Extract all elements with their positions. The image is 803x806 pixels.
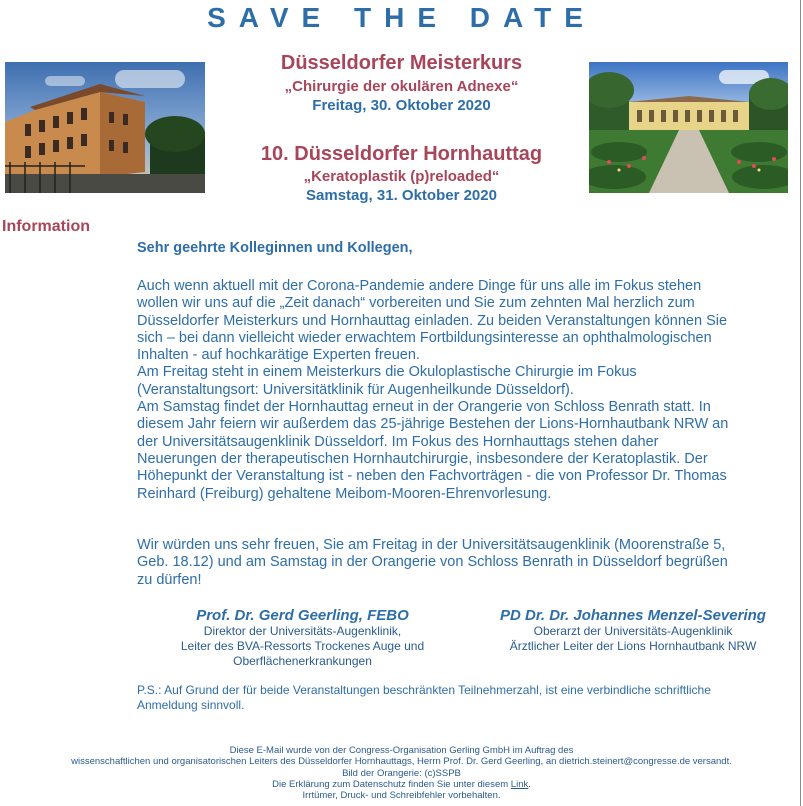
signature-name: Prof. Dr. Gerd Geerling, FEBO [196, 607, 409, 624]
paragraph-line: Neuerungen der therapeutischen Hornhautchirurgie, insbesondere der Keratoplastik. Der [137, 450, 708, 467]
privacy-link[interactable]: Link [510, 778, 529, 790]
paragraph-line: zu dürfen! [137, 571, 202, 588]
paragraph-line: der Universitätsaugenklinik Düsseldorf. Im Fokus des Hornhauttags stehen daher [137, 433, 659, 450]
footer-line: Diese E-Mail wurde von der Congress-Organisation Gerling GmbH im Auftrag des [229, 745, 574, 756]
postscript-line: P.S.: Auf Grund der für beide Veranstaltungen beschränkten Teilnehmerzahl, ist eine verbindliche schriftliche [137, 683, 711, 697]
signature-role: Leiter des BVA-Ressorts Trockenes Auge und [180, 639, 425, 653]
event-1-subtitle: „Chirurgie der okulären Adnexe“ [284, 78, 519, 95]
letter-paragraph-1 [137, 278, 797, 503]
letter-paragraph-2 [137, 537, 797, 589]
event-2-subtitle: „Keratoplastik (p)reloaded“ [303, 168, 500, 185]
signature-role: Direktor der Universitäts-Augenklinik, [203, 624, 402, 638]
page-border [800, 0, 801, 806]
paragraph-line: (Veranstaltungsort: Universitätklinik für Augenheilkunde Düsseldorf). [137, 381, 574, 398]
footer-privacy-text: Die Erklärung zum Datenschutz finden Sie unter diesem [272, 778, 511, 790]
paragraph-line: diesem Jahr feiern wir außerdem das 25-jährige Bestehen der Lions-Hornhautbank NRW an [137, 416, 729, 433]
paragraph-line: Wir würden uns sehr freuen, Sie am Freitag in der Universitätsaugenklinik (Moorenstraße 5, [137, 537, 726, 553]
paragraph-line: wollen wir uns auf die „Zeit danach“ vorbereiten und Sie zum zehnten Mal herzlich zum [137, 295, 695, 312]
paragraph-line: Am Freitag steht in einem Meisterkurs die Okuloplastische Chirurgie im Fokus [137, 364, 637, 381]
postscript [137, 683, 777, 713]
paragraph-line: Reinhard (Freiburg) gehaltene Meibom-Mooren-Ehrenvorlesung. [137, 485, 552, 502]
event-1-date: Freitag, 30. Oktober 2020 [312, 97, 491, 114]
footer-line: Bild der Orangerie: (c)SSPB [342, 767, 461, 779]
footer-line: wissenschaftlichen und organisatorischen Leiters des Düsseldorfer Hornhauttags, Herrn Prof. Dr. Gerd Geerling, an dietrich.steinert@congresse.de versandt. [71, 756, 732, 768]
signature-geerling [150, 607, 455, 669]
salutation: Sehr geehrte Kolleginnen und Kollegen, [137, 240, 413, 256]
event-1-title: Düsseldorfer Meisterkurs [280, 52, 523, 74]
paragraph-line: Auch wenn aktuell mit der Corona-Pandemie andere Dinge für uns alle im Fokus stehen [137, 278, 702, 294]
email-footer [0, 745, 803, 801]
paragraph-line: Inhalten - auf hochkarätige Experten freuen. [137, 347, 420, 364]
signature-name: PD Dr. Dr. Johannes Menzel-Severing [500, 607, 766, 624]
footer-line: Irrtümer, Druck- und Schreibfehler vorbehalten. [302, 790, 501, 802]
paragraph-line: Am Samstag findet der Hornhauttag erneut in der Orangerie von Schloss Benrath statt. In [137, 399, 711, 416]
postscript-line: Anmeldung sinnvoll. [137, 698, 245, 712]
signature-role: Oberarzt der Universitäts-Augenklinik [533, 624, 733, 638]
signature-role: Oberflächenerkrankungen [233, 654, 372, 668]
footer-privacy-line [0, 779, 803, 790]
paragraph-line: Düsseldorfer Meisterkurs und Hornhauttag einladen. Zu beiden Veranstaltungen können Sie [137, 312, 728, 329]
footer-privacy-end: . [528, 778, 531, 790]
information-heading: Information [2, 218, 90, 235]
paragraph-line: Geb. 18.12) und am Samstag in der Orangerie von Schloss Benrath in Düsseldorf begrüßen [137, 554, 728, 571]
signature-role: Ärztlicher Leiter der Lions Hornhautbank NRW [509, 639, 757, 653]
paragraph-line: Höhepunkt der Veranstaltung ist - neben den Fachvorträgen - die von Professor Dr. Thomas [137, 468, 727, 485]
save-the-date-heading: SAVE THE DATE [207, 2, 596, 33]
event-2-title: 10. Düsseldorfer Hornhauttag [260, 143, 543, 165]
signature-menzel-severing [478, 607, 788, 654]
event-2-date: Samstag, 31. Oktober 2020 [306, 187, 497, 204]
paragraph-line: sich – bei dann vielleicht wieder erwachtem Fortbildungsinteresse an ophthalmologischen [137, 329, 712, 346]
